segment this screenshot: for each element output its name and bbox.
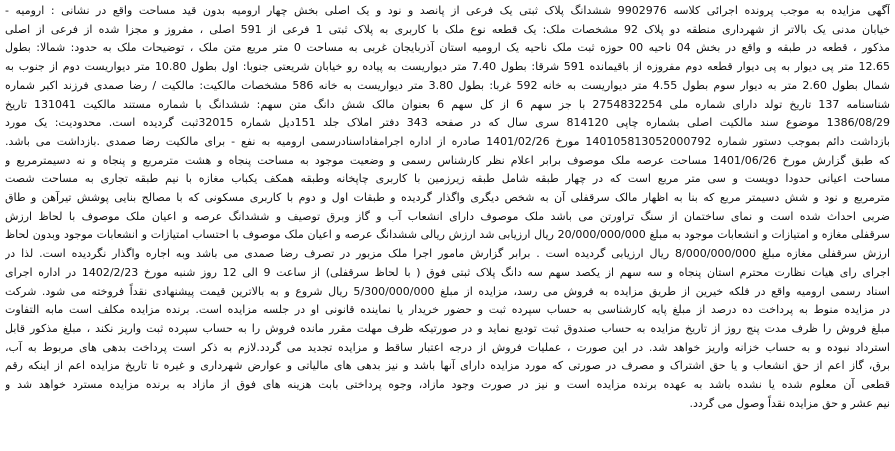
notice-line: که طبق گزارش مورخ 1401/06/26 مساحت عرصه ملک موصوف برابر اعلام نظر کارشناس رسمی و وضعیت موجود به مساحت پنجاه و هشت مترمربع و پنجاه و نه دسیمترمربع و [5,153,890,167]
notice-line: آگهی مزایده به موجب پرونده اجرائی کلاسه 9902976 ششدانگ پلاک ثبتی یک فرعی از پانصد و نود و یک اصلی بخش چهار ارومیه بدون قید مساحت واقع در نشانی : ارومیه - [5,4,890,17]
notice-line: ارزش سرقفلی مغازه مبلغ 8/000/000/000 ریال ارزیابی گردیده است . برابر گزارش مامور اجرا ملک مزبور در تصرف رضا صمدی می باشد وبه اجاره واگذار نگردیده است. لذا در [5,247,890,261]
notice-line: استرداد نبوده و به حساب خزانه واریز خواهد شد. در این صورت ، عملیات فروش از درجه اعتبار ساقط و مزایده تجدید می گردد.لازم به ذکر است پرداخت بدهی های مربوط به آب، [5,340,890,354]
notice-line: اجرای رای هیات نظارت محترم استان پنجاه و سه سهم از یکصد سهم سه دانگ پلاک ثبتی فوق ( با لحاظ سرقفلی) از ساعت 9 الی 12 روز شنبه مورخ 1402/2/23 در اداره اجرای [5,265,890,279]
notice-line: شناسنامه 137 تاریخ تولد دارای شماره ملی 2754832254 با جز سهم 6 از کل سهم 6 بعنوان مالک شش دانگ متن سهم: ششدانگ با شماره مستند مالکیت 131041 تاریخ [5,97,890,111]
notice-line: قطعی آن معلوم شده یا نشده باشد به عهده برنده مزایده است و نیز در صورت وجود مازاد، وجوه پرداختی بابت هزینه های فوق از مازاد به برنده مزایده مسترد خواهد شد و [5,378,890,392]
notice-line: 1386/08/29 موضوع سند مالکیت اصلی بشماره چاپی 814120 سری سال که در صفحه 343 دفتر املاک جلد 151دیل شماره 32015ثبت گردیده است. محدودیت: یک مورد [5,116,890,130]
notice-line: نیم عشر و حق مزایده نقداً وصول می گردد. [689,396,890,410]
notice-line: سرقفلی مغازه و امتیازات و انشعابات موجود به مبلغ 20/000/000/000 ریال ارزیابی شد ارزش ریالی ششدانگ عرصه و اعیان ملک موصوف با احتساب امتیازات و انشعابات موجود وبدون لحاظ [5,228,890,242]
notice-line: مذکور ، قطعه در طبقه و واقع در بخش 04 ناحیه 00 حوزه ثبت ملک ناحیه یک ارومیه استان آذربایجان غربی به مساحت 0 متر مربع متن ملک ، توضیحات ملک به حدود: شمالا: بطول [5,41,890,55]
notice-line: مبلغ فروش را ظرف مدت پنج روز از تاریخ مزایده به حساب صندوق ثبت تودیع نماید و در صورتیکه ظرف مهلت مقرر مانده فروش را به حساب سپرده ثبت واریز نکند ، مبلغ مذکور قابل [5,321,890,335]
notice-line: مترمربع و نود و شش دسیمتر مربع که بنا به اظهار مالک سرقفلی آن به شخص دیگری واگذار گردیده و طبقات اول و دوم با کاربری مسکونی که با مصالح بنایی پوشش تیرآهن و طاق [5,191,890,205]
notice-line: خیابان مدنی یک بالاتر از شهرداری منطقه دو پلاک 92 مشخصات ملک: یک قطعه نوع ملک با کاربری به پلاک ثبتی 1 فرعی از 591 اصلی ، مفروز و مجزا شده از فرعی از اصلی [5,22,890,36]
notice-line: شمال بطول 2.60 متر به دیوار سوم بطول 4.55 متر دیواریست به خانه 592 غربا: بطول 3.80 متر دیواریست به خانه 586 مشخصات مالکیت: مالکیت / رضا صمدی فرزند اکبر شماره [5,78,890,92]
notice-line: 12.65 متر پی دیوار به پی دیوار قطعه دوم مفروزه از باقیمانده 591 شرقا: بطول 7.40 متر دیواریست به پیاده رو خیابان شریعتی جنوبا: اول بطول 10.80 متر دیواریست دوم از جنوب به [5,60,890,74]
notice-line: در مزایده منوط به پرداخت ده درصد از مبلغ پایه کارشناسی به حساب سپرده ثبت و حضور خریدار یا نماینده قانونی او در جلسه مزایده است. برنده مزایده مکلف است مابه التفاوت [5,303,890,317]
notice-line: برق، گاز اعم از حق انشعاب و یا حق اشتراک و مصرف در صورتی که مورد مزایده دارای آنها باشد و نیز بدهی های مالیاتی و عوارض شهرداری و غیره تا تاریخ مزایده اعم از اینکه رقم [5,359,890,373]
notice-line: مساحت اعیانی حدودا دویست و سی متر مربع است که در چهار طبقه شامل طبقه زیرزمین با کاربری چاپخانه وطبقه همکف یکباب مغازه با نیم طبقه تجاری به مساحت شصت [5,172,890,186]
notice-line: ضربی احداث شده است و نمای ساختمان از سنگ تراورتن می باشد ملک موصوف دارای انشعاب آب و گاز وبرق توصیف و ششدانگ عرصه و اعیان ملک موصوف با لحاظ ارزش [5,209,890,223]
notice-line: بازداشت دائم بموجب دستور شماره 140105813052000792 مورخ 1401/02/26 صادره از اداره اجرامفاداسنادرسمی ارومیه به نفع - برای مالکیت رضا صمدی .بازداشت می باشد. [5,134,890,148]
notice-line: اسناد رسمی ارومیه واقع در فلکه خیرین از طریق مزایده به فروش می رسد، مزایده از مبلغ 5/300/000/000 ریال شروع و به بالاترین قیمت پیشنهادی نقداً فروخته می شود. شرکت [5,284,890,298]
